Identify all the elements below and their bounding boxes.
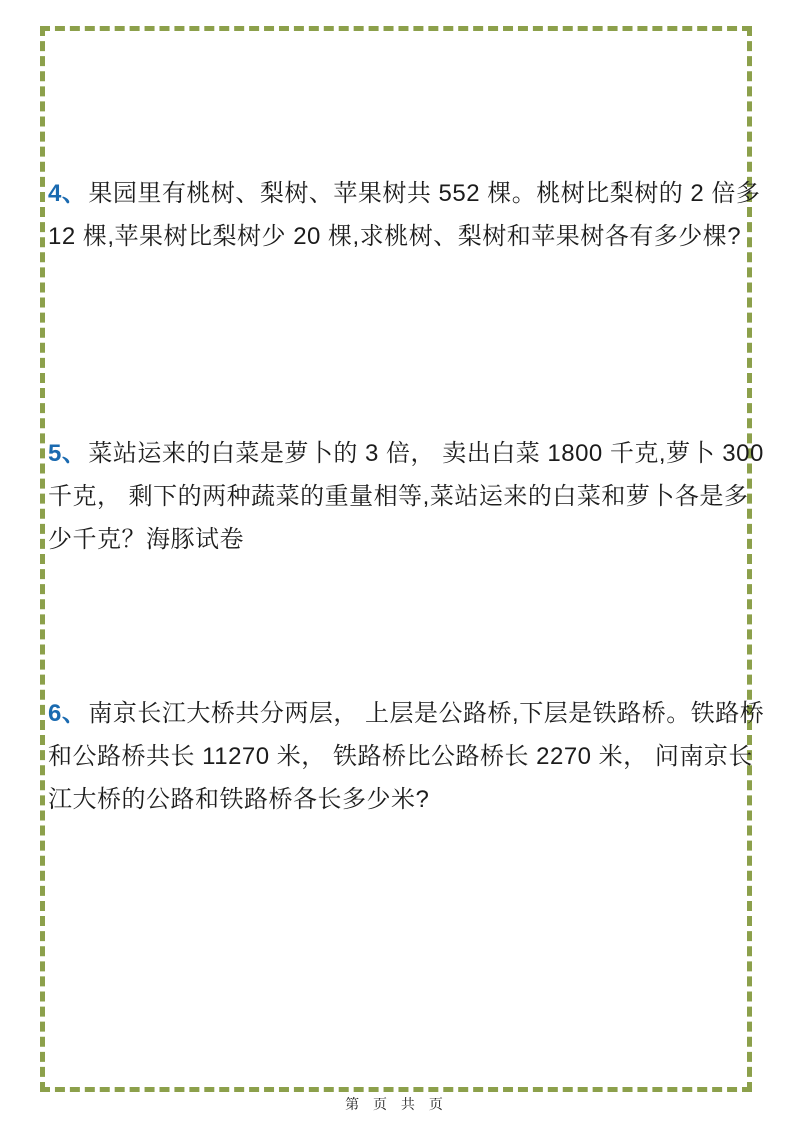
problem-6 xyxy=(48,692,765,821)
problem-4-number: 4、 xyxy=(48,180,87,207)
problem-5-line-3: 少千克？海豚试卷 xyxy=(48,526,244,553)
problem-5-number: 5、 xyxy=(48,440,87,467)
problem-6-text: 南京长江大桥共分两层， 上层是公路桥,下层是铁路桥。铁路桥 xyxy=(88,700,765,727)
problem-5 xyxy=(48,432,764,561)
problem-4-line-2: 12 棵,苹果树比梨树少 20 棵,求桃树、梨树和苹果树各有多少棵? xyxy=(48,223,742,250)
problem-5-line-2: 千克， 剩下的两种蔬菜的重量相等,菜站运来的白菜和萝卜各是多 xyxy=(48,483,749,510)
problem-6-line-1 xyxy=(48,692,765,735)
problem-4 xyxy=(48,172,761,258)
page-footer: 第 页 共 页 xyxy=(345,1096,448,1112)
problem-6-number: 6、 xyxy=(48,700,87,727)
problem-6-line-3: 江大桥的公路和铁路桥各长多少米? xyxy=(48,786,430,813)
problem-4-line-1 xyxy=(48,172,761,215)
problem-5-line-1 xyxy=(48,432,764,475)
problem-4-text: 果园里有桃树、梨树、苹果树共 552 棵。桃树比梨树的 2 倍多 xyxy=(88,180,761,207)
problem-5-text: 菜站运来的白菜是萝卜的 3 倍， 卖出白菜 1800 千克,萝卜 300 xyxy=(88,440,764,467)
problem-6-line-2: 和公路桥共长 11270 米， 铁路桥比公路桥长 2270 米， 问南京长 xyxy=(48,743,753,770)
